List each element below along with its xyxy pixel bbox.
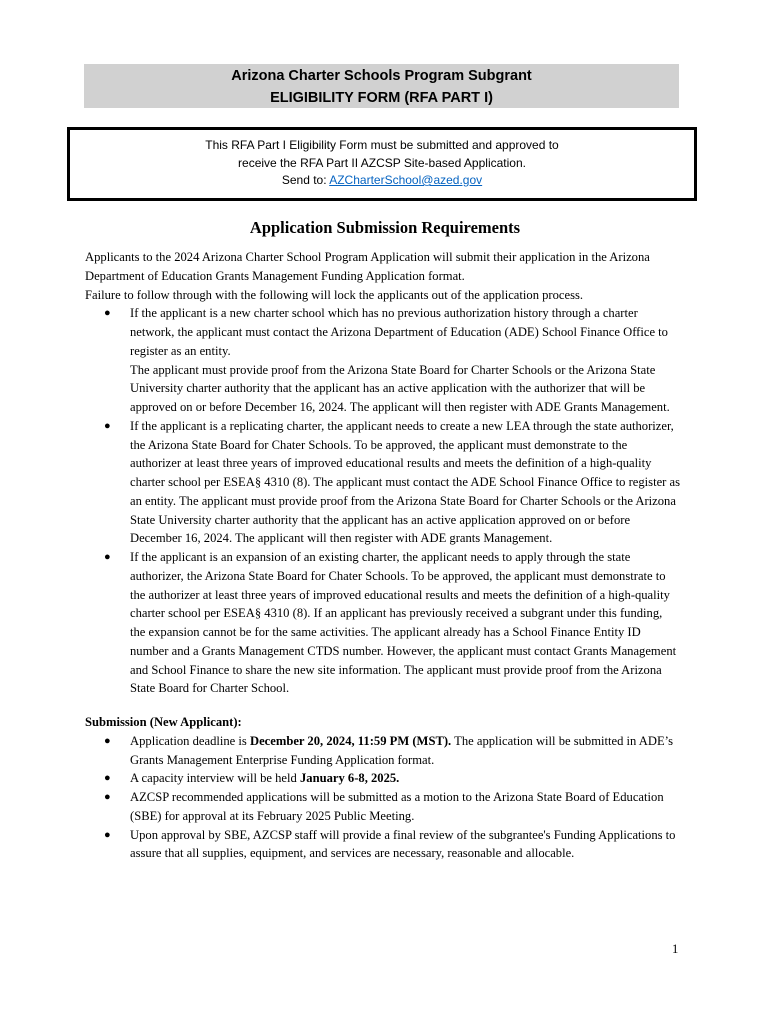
bullet-icon: ● [104,419,111,432]
interview-date: January 6-8, 2025. [299,771,400,786]
bullet-icon: ● [104,307,111,320]
section-heading: Application Submission Requirements [249,218,521,237]
form-title-band [84,64,679,108]
bullet-icon: ● [104,734,111,747]
form-title: Arizona Charter Schools Program Subgrant [231,68,532,84]
document-body [85,248,680,863]
submission-notice-box [67,127,697,201]
list-item [85,548,680,698]
item-text: Upon approval by SBE, AZCSP staff will provide a final review of the subgrantee's Funding Applications to assure that all supplies, equipment, and services are necessary, reasonable and allocable. [130,827,676,861]
bullet-icon: ● [104,791,111,803]
list-item [85,417,680,548]
send-to-label: Send to: [281,173,330,187]
bullet-icon: ● [104,772,111,785]
list-item [85,788,680,826]
deadline-date: December 20, 2024, 11:59 PM (MST). [249,733,452,748]
bullet-text: If the applicant is an expansion of an existing charter, the applicant needs to apply through the state authorizer, the Arizona State Board for Chater Schools. To be approved, the applicant must demonstrate to the authorizer at least three years of improved educational results and meets the definition of a high-quality charter school per ESEA§ 4310 (8). If an applicant has previously received a subgrant under this funding, the expansion cannot be for the same activities. The applicant already has a School Finance Entity ID number and a Grants Management CTDS number. However, the applicant must contact Grants Management and School Finance to share the new site information. The applicant must provide proof from the Arizona State Board for Charter School. [130,550,677,696]
bullet-text: If the applicant is a new charter school which has no previous authorization history through a charter network, the applicant must contact the Arizona Department of Education (ADE) School Finance Office to register as an entity. [130,306,668,358]
form-subtitle: ELIGIBILITY FORM (RFA PART I) [270,90,493,106]
list-item [85,304,680,417]
email-link[interactable]: AZCharterSchool@azed.gov [329,173,483,187]
submission-heading: Submission (New Applicant): [85,715,242,729]
list-item [85,826,680,864]
bullet-icon: ● [104,551,111,563]
list-item [85,769,680,788]
item-text: The application will be submitted in ADE’s Grants Management Enterprise Funding Application format. [130,733,674,767]
requirements-list [85,304,680,698]
bullet-text: If the applicant is a replicating charter, the applicant needs to create a new LEA through the state authorizer, the Arizona State Board for Chater Schools. To be approved, the applicant must demonstrate to the authorizer at least three years of improved educational results and meets the definition of a high-quality charter school per ESEA§ 4310 (8). The applicant must contact the ADE School Finance Office to register as an entity. The applicant must provide proof from the Arizona State Board for Charter Schools or the Arizona State University charter authority that the applicant has an active application approved on or before December 16, 2024. The applicant will then register with ADE grants Management. [130,418,681,546]
list-item [85,732,680,770]
warning-paragraph: Failure to follow through with the following will lock the applicants out of the application process. [85,287,584,302]
notice-line-2: receive the RFA Part II AZCSP Site-based Application. [238,155,526,170]
notice-send-line [70,172,694,190]
notice-line-1: This RFA Part I Eligibility Form must be submitted and approved to [205,138,559,152]
item-text: A capacity interview will be held [130,771,300,786]
submission-list [85,732,680,863]
intro-paragraph: Applicants to the 2024 Arizona Charter School Program Application will submit their application in the Arizona Department of Education Grants Management Funding Application format. [85,250,650,283]
bullet-icon: ● [104,828,111,841]
item-text: AZCSP recommended applications will be submitted as a motion to the Arizona State Board of Education (SBE) for approval at its February 2025 Public Meeting. [130,790,664,823]
page-number: 1 [672,942,679,956]
item-text: Application deadline is [130,733,250,748]
bullet-text: The applicant must provide proof from the Arizona State Board for Charter Schools or the Arizona State University charter authority that the applicant has an active application with the authorizer that will be approved on or before December 16, 2024. The applicant will then register with ADE Grants Management. [130,362,670,414]
